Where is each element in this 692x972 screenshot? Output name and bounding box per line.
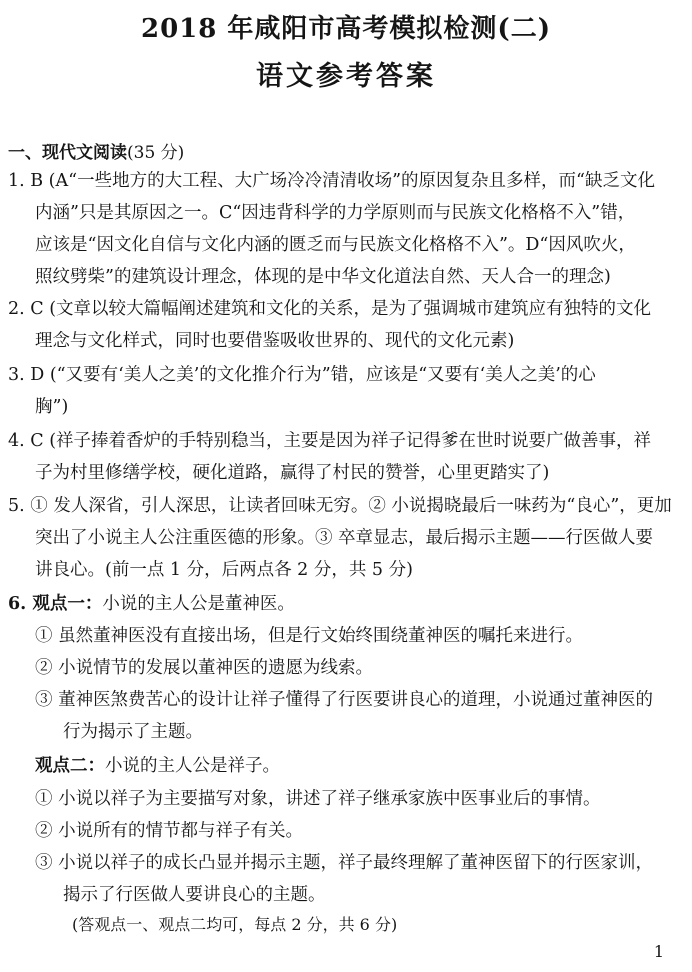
answer-key-title: 语文参考答案: [256, 61, 436, 92]
viewpoint-1-point-2: ② 小说情节的发展以董神医的遗愿为线索。: [35, 658, 374, 678]
answer-4-line-1: 4. C (祥子捧着香炉的手特别稳当，主要是因为祥子记得爹在世时说要广做善事，祥: [8, 431, 652, 451]
viewpoint-1-point-1: ① 虽然董神医没有直接出场，但是行文始终围绕董神医的嘱托来进行。: [35, 626, 584, 646]
answer-1-line-4: 照纹劈柴”的建筑设计理念，体现的是中华文化道法自然、天人合一的理念): [35, 267, 611, 287]
answer-6-viewpoint-1: [8, 593, 295, 615]
viewpoint-2-label: 观点二：: [35, 756, 105, 776]
answer-3-line-1: 3. D (“又要有‘美人之美’的文化推介行为”错，应该是“又要有‘美人之美’的心: [8, 365, 596, 385]
exam-title: 2018 年咸阳市高考模拟检测(二): [140, 14, 552, 44]
answer-1-line-3: 应该是“因文化自信与文化内涵的匮乏而与民族文化格格不入”。D“因风吹火，: [35, 235, 636, 255]
viewpoint-2-point-2: ② 小说所有的情节都与祥子有关。: [35, 821, 304, 841]
viewpoint-2-point-1: ① 小说以祥子为主要描写对象，讲述了祥子继承家族中医事业后的事情。: [35, 789, 601, 809]
section-score: (35 分): [127, 143, 185, 163]
answer-3-line-2: 胸”): [35, 397, 69, 417]
answer-4-line-2: 子为村里修缮学校，硬化道路，赢得了村民的赞誉，心里更踏实了): [35, 463, 550, 483]
viewpoint-2-point-3: ③ 小说以祥子的成长凸显并揭示主题，祥子最终理解了董神医留下的行医家训，: [35, 853, 654, 873]
scoring-note: (答观点一、观点二均可，每点 2 分，共 6 分): [72, 915, 398, 934]
answer-5-line-3: 讲良心。(前一点 1 分，后两点各 2 分，共 5 分): [35, 560, 413, 580]
answer-1-line-2: 内涵”只是其原因之一。C“因违背科学的力学原则而与民族文化格格不入”错，: [35, 203, 636, 223]
viewpoint-1-label: 6. 观点一：: [8, 594, 103, 614]
answer-6-viewpoint-2: [35, 755, 280, 777]
viewpoint-1-point-3: ③ 董神医煞费苦心的设计让祥子懂得了行医要讲良心的道理，小说通过董神医的: [35, 690, 654, 710]
viewpoint-2-text: 小说的主人公是祥子。: [105, 756, 280, 776]
answer-5-line-2: 突出了小说主人公注重医德的形象。③ 卒章显志，最后揭示主题——行医做人要: [35, 528, 654, 548]
section-label: 一、现代文阅读: [8, 143, 127, 163]
answer-5-line-1: 5. ① 发人深省，引人深思，让读者回味无穷。② 小说揭晓最后一味药为“良心”，更加: [8, 496, 672, 516]
viewpoint-1-text: 小说的主人公是董神医。: [102, 594, 295, 614]
answer-1-line-1: 1. B (A“一些地方的大工程、大广场冷冷清清收场”的原因复杂且多样，而“缺乏文化: [8, 171, 655, 191]
viewpoint-2-point-3-cont: 揭示了行医做人要讲良心的主题。: [63, 885, 326, 905]
answer-2-line-2: 理念与文化样式，同时也要借鉴吸收世界的、现代的文化元素): [35, 331, 515, 351]
section-heading: [8, 138, 184, 163]
answer-2-line-1: 2. C (文章以较大篇幅阐述建筑和文化的关系，是为了强调城市建筑应有独特的文化: [8, 299, 652, 319]
page-number: 1: [653, 942, 664, 961]
viewpoint-1-point-3-cont: 行为揭示了主题。: [63, 722, 203, 742]
